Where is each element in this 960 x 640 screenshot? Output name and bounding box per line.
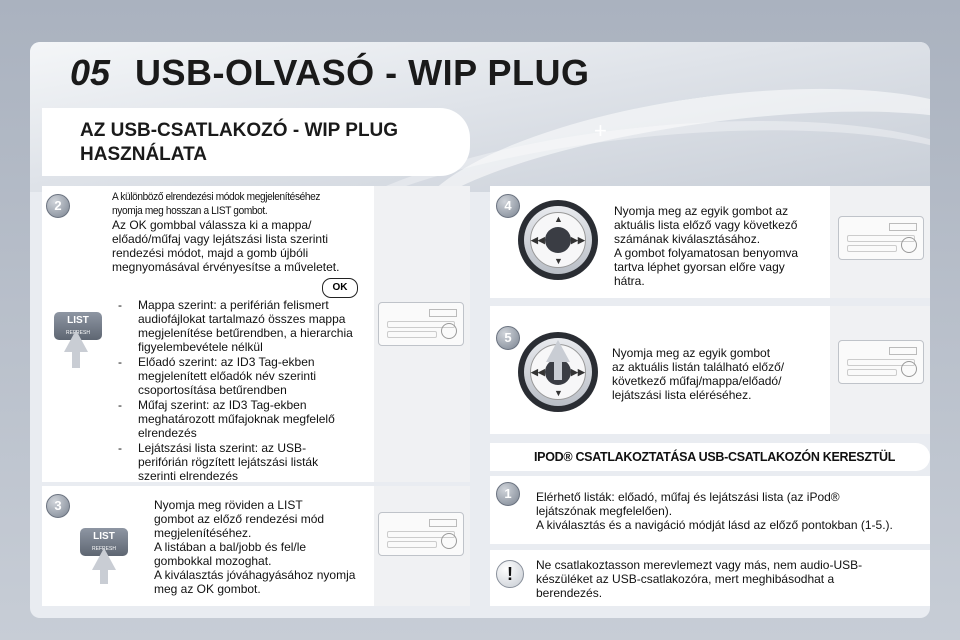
ipod-text-line: Elérhető listák: előadó, műfaj és lejátszási lista (az iPod®	[536, 490, 840, 504]
step2-text-line: rendezési módot, majd a gomb újbóli	[112, 246, 309, 260]
step3-text-line: meg az OK gombot.	[154, 582, 261, 596]
ipod-badge: 1	[496, 482, 520, 506]
step5-text-line: következő műfaj/mappa/előadó/	[612, 374, 782, 388]
step4-text-line: Nyomja meg az egyik gombot az	[614, 204, 789, 218]
step3-text-line: Nyomja meg röviden a LIST	[154, 498, 303, 512]
list-button-label: LIST	[67, 315, 89, 326]
section-title-line2: HASZNÁLATA	[80, 144, 207, 165]
previous-icon: ◀◀	[531, 367, 545, 377]
radio-unit-icon	[838, 340, 924, 384]
step2-badge: 2	[46, 194, 70, 218]
step2-note-line: A különböző elrendezési módok megjelenítéséhez	[112, 191, 321, 203]
chapter-number: 05	[70, 52, 111, 93]
press-arrow-icon	[554, 360, 562, 380]
radio-display	[429, 309, 457, 317]
press-arrow-icon	[64, 330, 88, 352]
down-icon: ▼	[554, 256, 563, 266]
sort-mode-line: - Lejátszási lista szerint: az USB-	[138, 441, 307, 455]
ipod-section-title: IPOD® CSATLAKOZTATÁSA USB-CSATLAKOZÓN KERESZTÜL	[490, 443, 930, 471]
sort-mode-line: szerinti elrendezés	[138, 469, 239, 483]
step5-text-line: lejátszási lista eléréséhez.	[612, 388, 752, 402]
sort-mode-line: csoportosítása betűrendben	[138, 383, 287, 397]
ipod-text-line: A kiválasztás és a navigáció módját lásd az előző pontokban (1-5.).	[536, 518, 893, 532]
radio-knob	[441, 323, 457, 339]
radio-display	[889, 347, 917, 355]
sort-mode-line: perifórián rögzített lejátszási listák	[138, 455, 319, 469]
warning-text-line: Ne csatlakoztasson merevlemezt vagy más, nem audio-USB-	[536, 558, 863, 572]
radio-unit-icon	[378, 512, 464, 556]
radio-knob	[901, 237, 917, 253]
up-icon: ▲	[554, 214, 563, 224]
list-button-sublabel: REFRESH	[66, 330, 90, 336]
ipod-text	[536, 490, 893, 532]
step4-text-line: aktuális lista előző vagy következő	[614, 218, 798, 232]
warning-text	[536, 558, 862, 600]
sort-mode-line: meghatározott műfajoknak megfelelő	[138, 412, 335, 426]
sort-mode-list	[114, 298, 380, 483]
chapter-title: USB-OLVASÓ - WIP PLUG	[135, 52, 590, 93]
sort-mode-line: megjelenítése betűrendben, a hierarchia	[138, 326, 353, 340]
previous-icon: ◀◀	[531, 235, 545, 245]
radio-unit-icon	[838, 216, 924, 260]
list-button-sublabel: REFRESH	[92, 546, 116, 552]
warning-icon: !	[496, 560, 524, 588]
next-icon: ▶▶	[571, 367, 585, 377]
nav-pad-center	[545, 227, 571, 253]
sort-mode-line: audiofájlokat tartalmazó összes mappa	[138, 312, 346, 326]
step4-text-line: A gombot folyamatosan benyomva	[614, 246, 799, 260]
sort-mode-item	[114, 298, 380, 354]
step4-text-line: számának kiválasztásához.	[614, 232, 761, 246]
step3-text-line: gombot az előző rendezési mód	[154, 512, 325, 526]
step2-text-line: előadó/műfaj vagy lejátszási lista szerinti	[112, 232, 329, 246]
section-title	[42, 108, 470, 176]
step3-text	[154, 498, 355, 596]
step5-badge: 5	[496, 326, 520, 350]
radio-knob	[901, 361, 917, 377]
step4-text	[614, 204, 798, 288]
press-arrow-icon	[100, 568, 108, 584]
ipod-text-line: lejátszónak megfelelően).	[536, 504, 673, 518]
radio-button-row	[387, 541, 437, 548]
step2-text	[112, 218, 339, 274]
radio-unit-icon	[378, 302, 464, 346]
sort-mode-item	[114, 441, 380, 483]
step3-text-line: A listában a bal/jobb és fel/le	[154, 540, 307, 554]
list-button-label: LIST	[93, 531, 115, 542]
step5-text-line: az aktuális listán található előző/	[612, 360, 785, 374]
nav-pad-icon	[518, 200, 598, 280]
sort-mode-item	[114, 398, 380, 440]
step2-note	[112, 190, 320, 218]
warning-text-line: készüléket az USB-csatlakozóra, mert meghibásodhat a	[536, 572, 835, 586]
step2-note-line: nyomja meg hosszan a LIST gombot.	[112, 205, 268, 217]
ok-button-icon: OK	[322, 278, 358, 298]
section-title-line1: AZ USB-CSATLAKOZÓ - WIP PLUG	[80, 120, 399, 141]
radio-button-row	[847, 369, 897, 376]
radio-display	[889, 223, 917, 231]
step3-text-line: A kiválasztás jóváhagyásához nyomja	[154, 568, 356, 582]
step2-text-line: Az OK gombbal válassza ki a mappa/	[112, 218, 312, 232]
sort-mode-line: figyelembevétele nélkül	[138, 340, 263, 354]
radio-button-row	[387, 331, 437, 338]
radio-button-row	[847, 245, 897, 252]
step2-sort-list	[114, 298, 380, 484]
step4-text-line: tartva léphet gyorsan előre vagy	[614, 260, 785, 274]
sort-mode-line: - Előadó szerint: az ID3 Tag-ekben	[138, 355, 315, 369]
step5-text-line: Nyomja meg az egyik gombot	[612, 346, 771, 360]
sort-mode-line: megjelenített előadók név szerinti	[138, 369, 317, 383]
next-icon: ▶▶	[571, 235, 585, 245]
plus-icon: +	[594, 118, 607, 143]
step2-text-line: megnyomásával érvényesítse a műveletet.	[112, 260, 340, 274]
step3-badge: 3	[46, 494, 70, 518]
step5-text	[612, 346, 784, 402]
step3-text-line: gombokkal mozoghat.	[154, 554, 272, 568]
step4-text-line: hátra.	[614, 274, 645, 288]
press-arrow-icon	[546, 340, 570, 362]
radio-display	[429, 519, 457, 527]
press-arrow-icon	[92, 548, 116, 570]
press-arrow-icon	[72, 350, 80, 368]
up-icon: ▲	[554, 346, 563, 356]
step3-text-line: megjelenítéséhez.	[154, 526, 252, 540]
down-icon: ▼	[554, 388, 563, 398]
warning-text-line: berendezés.	[536, 586, 603, 600]
step4-badge: 4	[496, 194, 520, 218]
sort-mode-item	[114, 355, 380, 397]
sort-mode-line: elrendezés	[138, 426, 197, 440]
sort-mode-line: - Műfaj szerint: az ID3 Tag-ekben	[138, 398, 307, 412]
sort-mode-line: - Mappa szerint: a periférián felismert	[138, 298, 329, 312]
radio-knob	[441, 533, 457, 549]
